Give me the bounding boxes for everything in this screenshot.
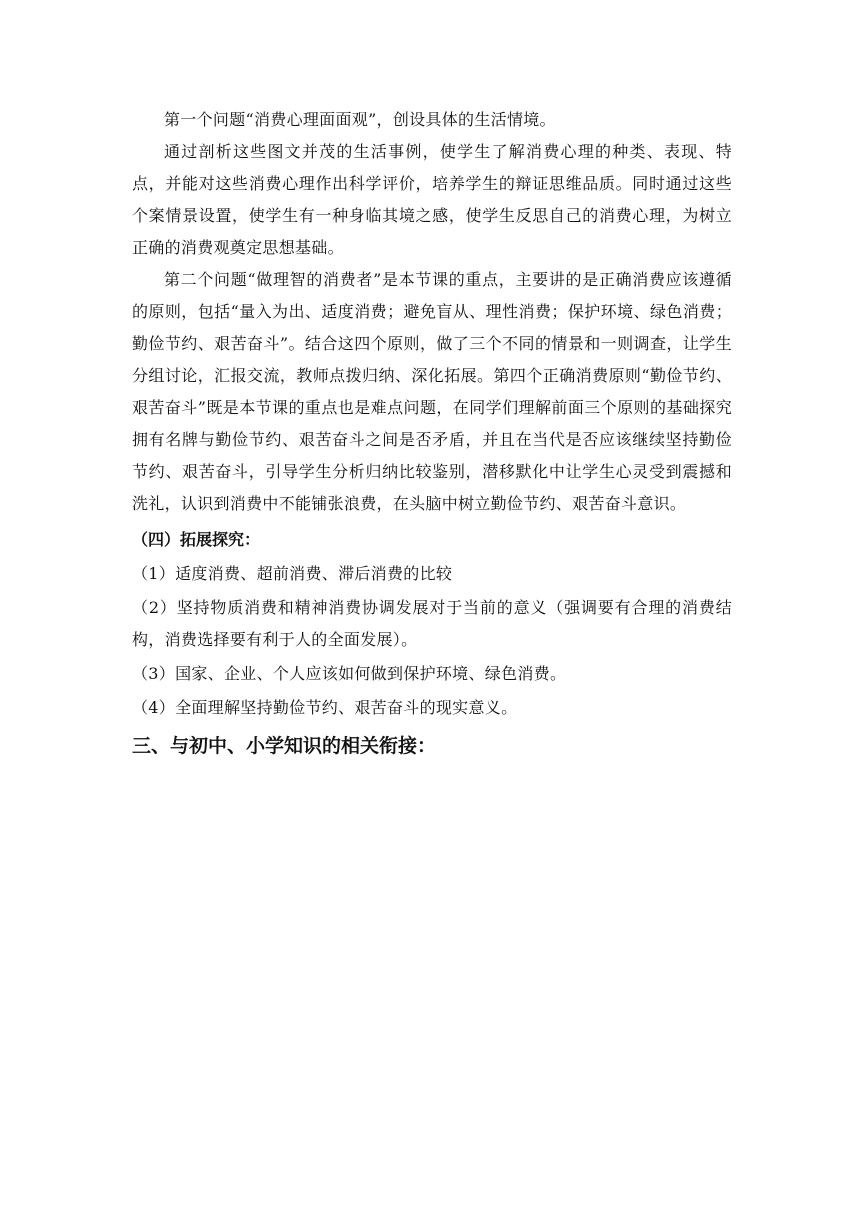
extension-item-4: （4）全面理解坚持勤俭节约、艰苦奋斗的现实意义。 xyxy=(132,698,518,717)
section-three-heading: 三、与初中、小学知识的相关衔接： xyxy=(132,735,437,757)
paragraph-analysis: 通过剖析这些图文并茂的生活事例，使学生了解消费心理的种类、表现、特点，并能对这些消费心理作出科学评价，培养学生的辩证思维品质。同时通过这些个案情景设置，使学生有一种身临其境之感，使学生反思自己的消费心理，为树立正确的消费观奠定思想基础。 xyxy=(132,142,732,257)
paragraph-first-question: 第一个问题“消费心理面面观”，创设具体的生活情境。 xyxy=(164,110,556,129)
extension-item-3: （3）国家、企业、个人应该如何做到保护环境、绿色消费。 xyxy=(132,664,567,683)
extension-item-1: （1）适度消费、超前消费、滞后消费的比较 xyxy=(132,564,453,583)
paragraph-second-question: 第二个问题“做理智的消费者”是本节课的重点，主要讲的是正确消费应该遵循的原则，包括“量入为出、适度消费；避免盲从、理性消费；保护环境、绿色消费；勤俭节约、艰苦奋斗”。结合这四个原则，做了三个不同的情景和一则调查，让学生分组讨论，汇报交流，教师点拨归纳、深化拓展。第四个正确消费原则“勤俭节约、艰苦奋斗”既是本节课的重点也是难点问题，在同学们理解前面三个原则的基础探究拥有名牌与勤俭节约、艰苦奋斗之间是否矛盾，并且在当代是否应该继续坚持勤俭节约、艰苦奋斗，引导学生分析归纳比较鉴别，潜移默化中让学生心灵受到震撼和洗礼，认识到消费中不能铺张浪费，在头脑中树立勤俭节约、艰苦奋斗意识。 xyxy=(132,270,732,513)
extension-item-2: （2）坚持物质消费和精神消费协调发展对于当前的意义（强调要有合理的消费结构，消费选择要有利于人的全面发展）。 xyxy=(132,598,732,649)
document-body xyxy=(132,104,732,762)
extension-heading: （四）拓展探究： xyxy=(132,530,261,549)
